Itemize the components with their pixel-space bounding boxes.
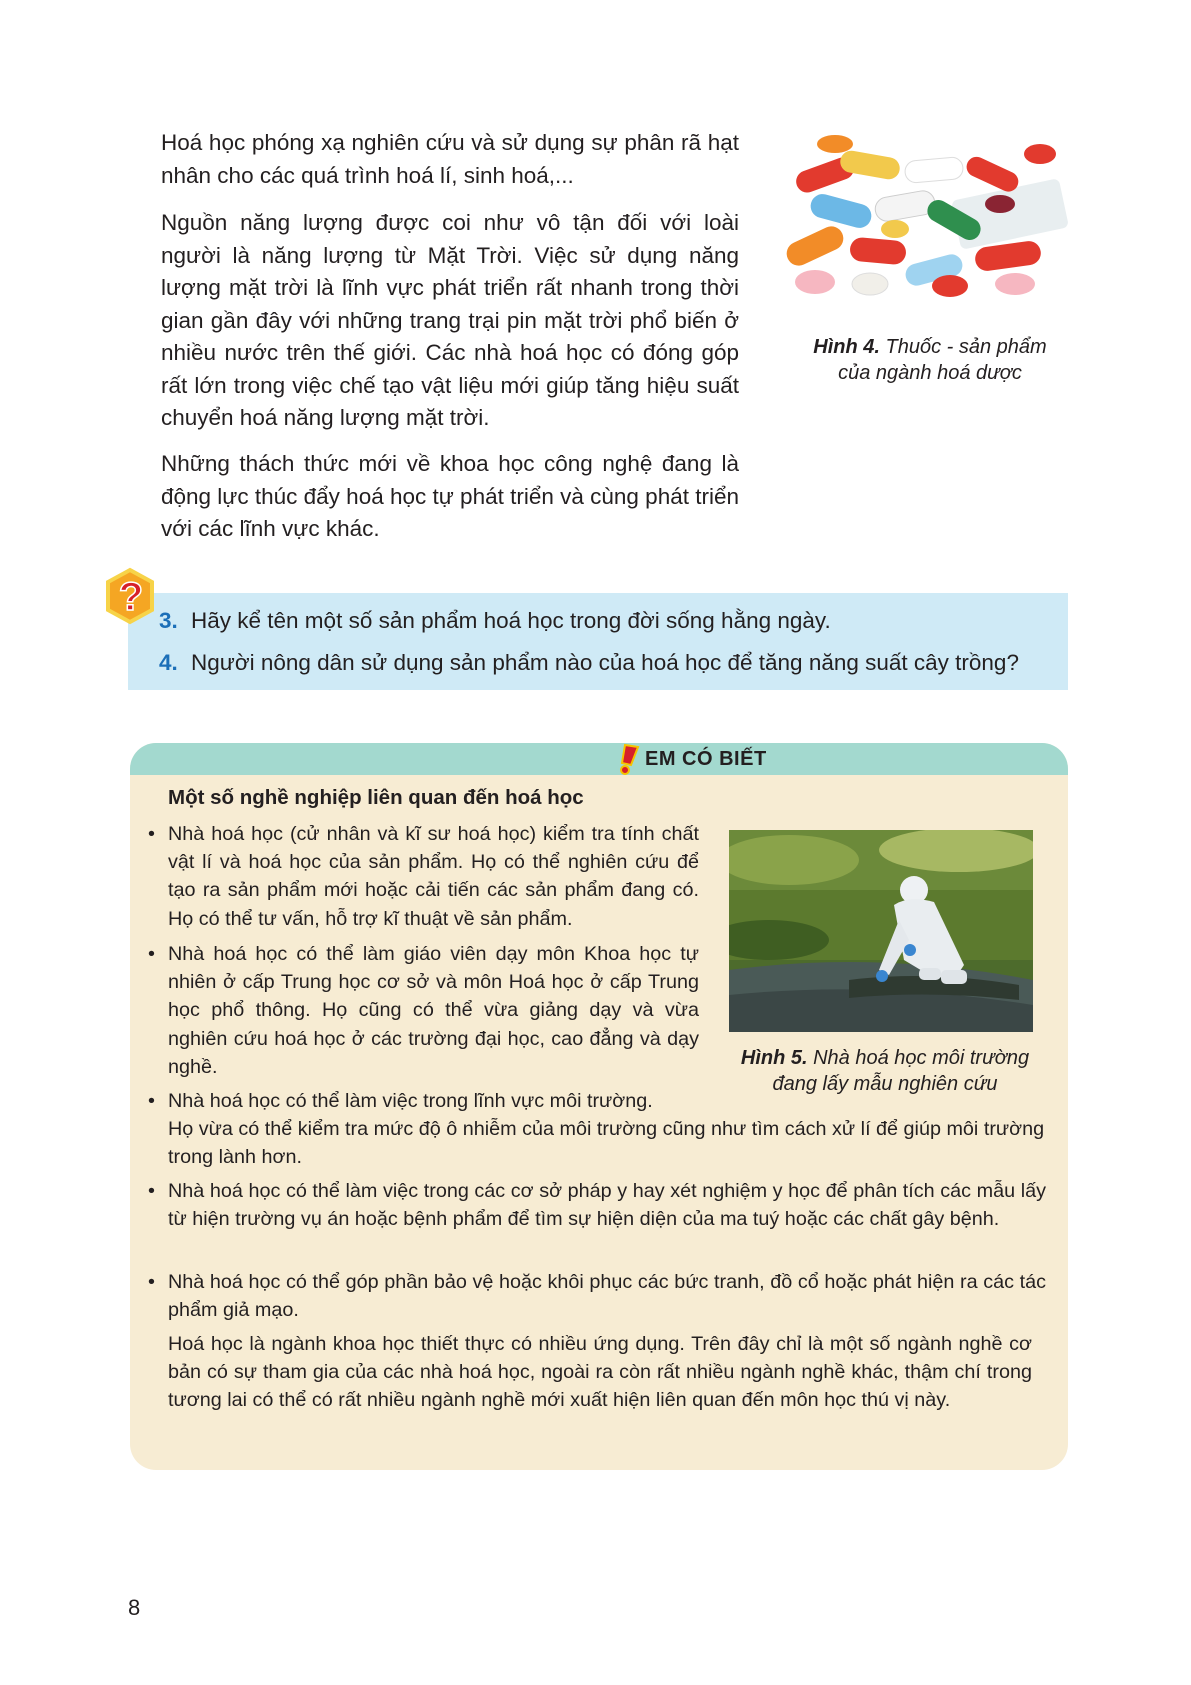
list-item: [148, 820, 699, 933]
figure-4-pills-image: [785, 134, 1075, 312]
bullet-dot: •: [148, 823, 155, 845]
list-item: [148, 1087, 1046, 1172]
em-co-biet-header: [130, 743, 1068, 775]
figure-4-caption-line2: của ngành hoá dược: [838, 362, 1022, 384]
paragraph-challenges: Những thách thức mới về khoa học công nghệ đang là động lực thúc đẩy hoá học tự phát triển và cùng phát triển với các lĩnh vực khác.: [161, 451, 739, 541]
bullet-text-line1: Nhà hoá học có thể làm việc trong lĩnh vực môi trường.: [168, 1090, 653, 1112]
bullet-text: Nhà hoá học có thể góp phần bảo vệ hoặc khôi phục các bức tranh, đồ cổ hoặc phát hiện ra các tác phẩm giả mạo.: [168, 1271, 1046, 1322]
bullet-text: Nhà hoá học có thể làm giáo viên dạy môn Khoa học tự nhiên ở cấp Trung học cơ sở và môn Hoá học ở cấp Trung học phổ thông. Họ cũng có thể vừa giảng dạy và vừa nghiên cứu hoá học ở các trường đại học, cao đẳng và dạy nghề.: [168, 943, 699, 1078]
closing-paragraph: Hoá học là ngành khoa học thiết thực có nhiều ứng dụng. Trên đây chỉ là một số ngành nghề cơ bản có sự tham gia của các nhà hoá học, ngoài ra còn rất nhiều ngành nghề khác, thậm chí trong tương lai có thể có rất nhiều ngành nghề mới xuất hiện liên quan đến môn học thú vị này.: [168, 1333, 1032, 1412]
paragraph-solar-energy: Nguồn năng lượng được coi như vô tận đối với loài người là năng lượng từ Mặt Trời. Việc sử dụng năng lượng mặt trời là lĩnh vực phát triển rất nhanh trong thời gian gần đây với những trang trại pin mặt trời phổ biến ở nhiều nước trên thế giới. Các nhà hoá học có đóng góp rất lớn trong việc chế tạo vật liệu mới giúp tăng hiệu suất chuyển hoá năng lượng mặt trời.: [161, 210, 739, 430]
bullet-dot: •: [148, 1271, 155, 1293]
list-item: [148, 940, 699, 1081]
list-item: [148, 1177, 1046, 1233]
question-4-number: 4.: [159, 650, 178, 675]
bullet-text: Nhà hoá học (cử nhân và kĩ sư hoá học) kiểm tra tính chất vật lí và hoá học của sản phẩm. Họ có thể nghiên cứu để tạo ra sản phẩm mới hoặc cải tiến các sản phẩm đang có. Họ có thể tư vấn, hỗ trợ kĩ thuật về sản phẩm.: [168, 823, 699, 930]
bullet-text: [168, 1087, 1046, 1172]
exclamation-icon: [616, 743, 642, 775]
svg-text:?: ?: [118, 575, 144, 619]
figure-5-caption-line1: Nhà hoá học môi trường: [813, 1047, 1030, 1069]
question-4: [159, 648, 1019, 678]
question-3: [159, 606, 831, 636]
figure-5-label: Hình 5.: [740, 1047, 808, 1069]
figure-5-caption-line2: đang lấy mẫu nghiên cứu: [772, 1073, 998, 1095]
bullet-dot: •: [148, 943, 155, 965]
question-mark-icon: [104, 566, 156, 626]
figure-4-caption-line1: Thuốc - sản phẩm: [885, 336, 1047, 358]
figure-4-label: Hình 4.: [813, 336, 880, 358]
bullet-dot: •: [148, 1090, 155, 1112]
list-item: [148, 1268, 1046, 1324]
question-4-text: Người nông dân sử dụng sản phẩm nào của hoá học để tăng năng suất cây trồng?: [191, 650, 1019, 675]
bullet-text: Nhà hoá học có thể làm việc trong các cơ sở pháp y hay xét nghiệm y học để phân tích các mẫu lấy từ hiện trường vụ án hoặc bệnh phẩm để tìm sự hiện diện của ma tuý hoặc các chất gây bệnh.: [168, 1180, 1046, 1231]
careers-subtitle: Một số nghề nghiệp liên quan đến hoá học: [168, 786, 584, 809]
figure-5-caption: [725, 1045, 1045, 1097]
page-number: 8: [128, 1595, 141, 1620]
figure-4-caption: [785, 334, 1075, 386]
question-3-number: 3.: [159, 608, 178, 633]
paragraph-radiochemistry: Hoá học phóng xạ nghiên cứu và sử dụng sự phân rã hạt nhân cho các quá trình hoá lí, sinh hoá,...: [161, 130, 739, 188]
bullet-dot: •: [148, 1180, 155, 1202]
bullet-text-line2: Họ vừa có thể kiểm tra mức độ ô nhiễm của môi trường cũng như tìm cách xử lí để giúp môi trường trong lành hơn.: [168, 1118, 1045, 1169]
figure-5-scientist-image: [729, 830, 1033, 1032]
em-co-biet-title: EM CÓ BIẾT: [645, 748, 767, 770]
question-3-text: Hãy kể tên một số sản phẩm hoá học trong đời sống hằng ngày.: [191, 608, 831, 633]
